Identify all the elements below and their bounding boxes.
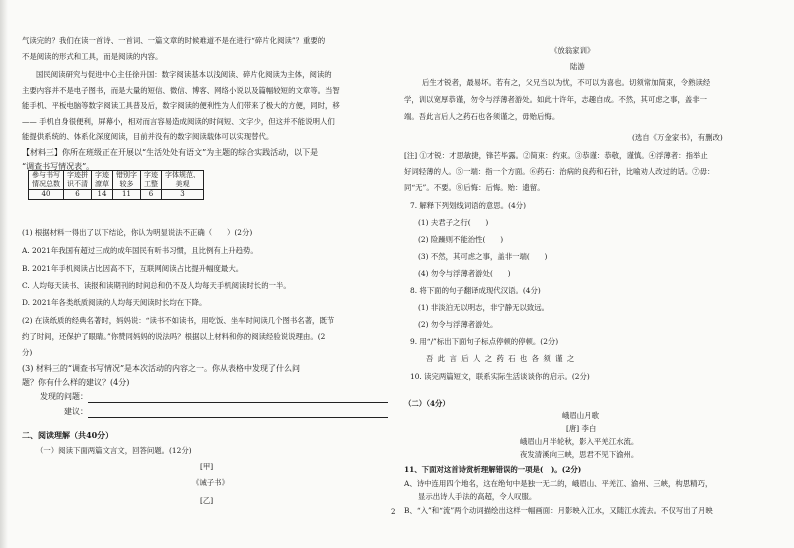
option-d: D. 2021年各类纸质阅读的人均每天阅读时长均在下降。 (22, 298, 207, 307)
question-1: (1) 根据材料一得出了以下结论，你认为明显说法不正确（ ）(2分) (22, 228, 253, 237)
text-author: 陆游 (570, 62, 585, 71)
annotation-line: [注] ①才锐：才思敏捷，锋芒毕露。②简束：约束。③恭谨：恭敬，谨慎。④浮薄者：指举止 (404, 151, 708, 160)
table-header: 字迹 工整 (141, 171, 162, 190)
question-11: 11、下面对这首诗赏析理解错误的一项是( )。(2分) (404, 465, 582, 474)
text-title: 《放翁家训》 (550, 46, 595, 55)
question-7-item: (2) 险躁则不能治性( ) (418, 235, 504, 244)
text-line: 主要内容并不是电子图书，而是大量的短信、微信、博客、网络小说以及篇幅较短的文章等。当智 (22, 86, 340, 95)
table-row (29, 189, 204, 199)
table-cell: 6 (64, 189, 92, 199)
question-7: 7. 解释下列划线词语的意思。(4分) (410, 201, 526, 210)
text-line: 约了时间，还保护了眼睛。”你赞同妈妈的说法吗？根据以上材料和你的阅读经验说说理由。(2 (22, 332, 326, 341)
section-heading: 二、阅读理解（共40分） (22, 430, 114, 440)
text-line: 学，训以宽厚恭谨，勿令与浮薄者游处。如此十许年，志趣自成。不然，其可虑之事，盖非一 (404, 95, 708, 104)
text-label-yi: [乙] (200, 496, 214, 505)
text-title-jia: 《诫子书》 (192, 478, 229, 487)
answer-line (88, 417, 388, 418)
table-cell: 14 (92, 189, 113, 199)
annotation-line: 好词轻薄的人。⑤一端：指一个方面。⑥药石：治病的良药和石针，比喻劝人改过的话。⑦毋： (404, 167, 715, 176)
material-three-heading: 【材料三】你所在班级正在开展以“生活处处有语文”为主题的综合实践活动，以下是 (22, 148, 319, 157)
text-line: 题？你有什么样的建议？(4分) (22, 378, 130, 387)
table-cell: 6 (141, 189, 162, 199)
poem-line: 峨眉山月半轮秋，影入平羌江水流。 (520, 437, 639, 446)
option-a: A、诗中连用四个地名，这在绝句中是独一无二的，峨眉山、平羌江、渝州、三峡，构思精巧， (404, 479, 713, 488)
poem-author: [唐] 李白 (566, 424, 597, 433)
table-header: 字迹 潦草 (92, 171, 113, 190)
question-9: 9. 用“/”标出下面句子标点停顿的停顿。(2分) (410, 337, 559, 346)
text-line: 不是阅读的形式和工具，而是阅读的内容。 (22, 52, 163, 61)
text-label-jia: [甲] (200, 462, 214, 471)
subsection-heading: （一）阅读下面两篇文言文，回答问题。(12分) (36, 446, 192, 455)
text-line: 端。吾此言后人之药石也各须谨之，毋贻后悔。 (404, 112, 560, 121)
question-8-item: (2) 勿令与浮薄者游处。 (418, 320, 498, 329)
question-8: 8. 将下面的句子翻译成现代汉语。(4分) (410, 286, 541, 295)
answer-line (88, 402, 388, 403)
text-line: 分) (22, 348, 33, 357)
question-10: 10. 读完两篇短文，联系实际生活谈谈你的启示。(2分) (410, 372, 590, 381)
option-a: A. 2021年我国有超过三成的成年国民有听书习惯，且比例有上升趋势。 (22, 246, 258, 255)
question-3: (3) 材料三的“调查书写情况”是本次活动的内容之一。你从表格中发现了什么问 (22, 364, 301, 373)
table-cell: 40 (29, 189, 64, 199)
table-header: 错别字 较多 (113, 171, 141, 190)
text-line: 后生才锐者，最易坏。若有之，父兄当以为忧，不可以为喜也。切须常加简束，令熟读经 (422, 78, 711, 87)
text-line: 显示出诗人手法的高超，令人叹服。 (418, 492, 537, 501)
question-9-sentence: 吾 此 言 后 人 之 药 石 也 各 须 谨 之 (426, 354, 576, 363)
text-line: 气读完的？我们在读一首诗、一首词、一篇文章的时候难道不是在进行“碎片化阅读”？重要的 (22, 36, 326, 45)
advice-label: 建议： (64, 407, 88, 416)
text-line: 国民阅读研究与促进中心主任徐升国：数字阅读基本以浅阅读、碎片化阅读为主体，阅读的 (36, 70, 332, 79)
source-note: (选自《万金家书》，有删改) (632, 133, 723, 142)
table-cell: 11 (113, 189, 141, 199)
question-7-item: (3) 不然，其可虑之事，盖非一端( ) (418, 252, 548, 261)
table-header: 字迹拼 识不清 (64, 171, 92, 190)
question-7-item: (4) 勿令与浮薄者游处( ) (418, 269, 511, 278)
option-c: C. 人均每天读书、读报和读期刊的时间总和仍不及人均每天手机阅读时长的一半。 (22, 281, 291, 290)
survey-table (28, 170, 204, 200)
text-line: 能手机、平板电脑等数字阅读工具普及后，数字阅读的便利性为人们带来了极大的方便，同时，移 (22, 101, 340, 110)
text-line: 能提供系统的、体系化深度阅读，目前并没有的数字阅读载体可以实现替代。 (22, 132, 274, 141)
part-two-heading: （二）（4分） (404, 399, 450, 408)
table-header: 字体规范、 美观 (162, 171, 204, 190)
question-8-item: (1) 非淡泊无以明志，非宁静无以致远。 (418, 303, 550, 312)
table-cell: 3 (162, 189, 204, 199)
question-2: (2) 在读纸质的经典名著时，妈妈说：“读书不如读书，用吃饭、坐车时间读几个图书名著，既节 (22, 316, 335, 325)
table-row (29, 171, 204, 190)
option-b: B. 2021年手机阅读占比因高不下，互联网阅读占比提升幅度最大。 (22, 264, 244, 273)
found-problem-label: 发现的问题： (40, 392, 88, 401)
option-b: B、“入”和“流”两个动词描绘出这样一幅画面：月影映入江水，又随江水流去。不仅写出了月映 (404, 506, 713, 515)
poem-line: 夜发清溪向三峡，思君不见下渝州。 (520, 450, 639, 459)
question-7-item: (1) 夫君子之行( ) (418, 218, 489, 227)
poem-title: 峨眉山月歌 (562, 411, 599, 420)
page-number: 2 (391, 508, 396, 516)
annotation-line: 同“无”。不要。⑧后悔：后悔。贻：遗留。 (404, 183, 545, 192)
scan-shadow (0, 0, 8, 548)
text-line: “调查书写情况表”。 (22, 162, 95, 171)
text-line: —— 手机自身很便利，屏幕小，相对而言容易造成阅读的时间短、文字少，但这并不能说明人们 (22, 117, 335, 126)
table-header: 參与书写 情况总数 (29, 171, 64, 190)
